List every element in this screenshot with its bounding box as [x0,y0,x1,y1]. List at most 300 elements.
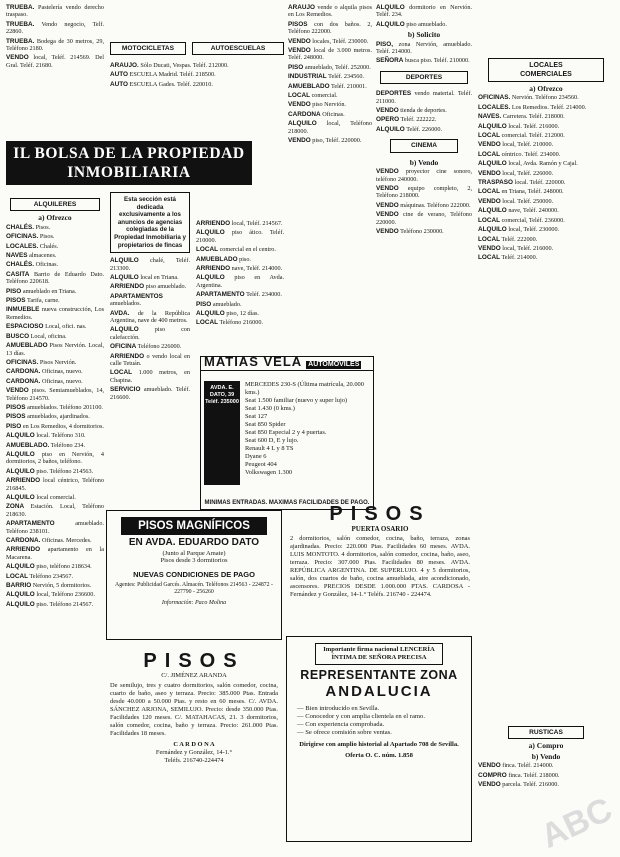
classified-item-lead: LOCAL [196,319,219,327]
classified-item [478,254,614,261]
matias-vela-line: Volkswagen 1.300 [245,469,293,476]
classified-item-lead: ALQUILO [196,310,225,318]
classified-item-text: cine de verano, Teléfono 220000. [376,211,472,226]
classified-item [110,369,190,384]
column-5 [376,4,472,237]
matias-vela-line: Seat 850 Spider [245,421,286,428]
pisos-osario-body: 2 dormitorios, salón comedor, cocina, baño, terraza, zonas ajardinadas. Precio: 220.000 Ptas. Facilidades 60 meses. AVDA. LUIS MONTOTO. 4 dormitorios, salón comedor, cocina, baño, aseo, terraza. Precio: 307.000 Ptas. Facilidades 80 meses. AVDA. REPÚBLICA ARGENTINA. DE SUPERLUJO. 4 y 5 dormitorios, salón, dos cuartos de baño, cocina amueblada, aire acondicionado, ascensores. PRECIOS DESDE 1.000.000 PTAS. CARDOSA - Fernández y González, 14-1.° Teléfs. 216740 - 224474. [290,535,470,598]
classified-item-text: local. Teléf. 216000. [506,122,560,130]
col3-listings [196,220,284,327]
classified-item-text: piso en Avda. Argentina. [196,274,284,289]
classified-item [6,271,104,286]
classified-item [6,261,104,268]
classified-item [478,160,614,167]
classified-item [478,123,614,130]
classified-item-text: Local, ofici. nas. [43,323,87,331]
classified-item-text: finca. Teléf. 218000. [506,771,560,779]
classified-item [6,54,104,69]
classified-item-text: locales, Teléf. 230000. [310,37,369,45]
classified-item-lead: BARRIO [6,582,32,590]
classified-item [478,198,614,205]
matias-vela-footer: MINIMAS ENTRADAS. MAXIMAS FACILIDADES DE PAGO. [204,500,370,506]
column-6 [478,58,614,264]
classified-item-text: local, Teléf. 216000. [500,244,554,252]
classified-item-lead: PISO, [376,40,394,48]
classified-item [6,537,104,544]
col4-listings [288,4,372,145]
classified-item-lead: ARRIENDO [6,546,41,554]
classified-item-text: piso amueblado. [404,20,447,28]
classified-item-text: amueblado en Triana. [21,287,77,295]
rusticas-compro: a) Compro [528,741,564,751]
classified-item-text: tienda de deportes. [398,107,447,115]
classified-item-lead: AUTO [110,71,128,79]
classified-item [110,386,190,401]
classified-item [478,170,614,177]
classified-item-text: local en Triana. [138,273,179,281]
classified-item [110,71,284,78]
motocicletas-header: MOTOCICLETAS [110,42,186,55]
column-2 [110,42,186,55]
classified-item [6,21,104,36]
classified-item-lead: ALQUILO [376,125,405,133]
classified-item [376,21,472,28]
column-1 [6,4,104,71]
classified-item-lead: LOCAL [478,254,501,262]
classified-item [288,92,372,99]
classified-item-text: vende o alquila pisos en Los Remedios. [288,4,372,19]
matias-vela-line: Peugeot 404 [245,461,277,468]
classified-item-text: vendo material. Teléf. 211000. [376,90,472,105]
matias-vela-line: Seat 1.500 familiar (nuevo y super lujo) [245,397,348,404]
lenceria-footer: Dirigirse con amplio historial al Apartado 708 de Sevilla. [299,741,459,748]
classified-item-text: finca. Teléf. 214000. [500,762,554,770]
pisos-osario-sub: PUERTA OSARIO [351,525,409,533]
classified-item [288,137,372,144]
lenceria-list [297,705,461,737]
classified-item-text: zona Nervión, amueblado. Teléf. 214000. [376,40,472,56]
classified-item-lead: OFICINAS. [6,358,39,366]
classified-item-text: busca piso. Teléf. 210000. [403,57,470,65]
column-2-ads [110,62,284,90]
classified-item-text: comercial. Teléf. 212000. [500,132,565,140]
classified-item-text: dormitorio en Nervión. Teléf. 234. [376,4,472,19]
col1-listings [6,224,104,608]
classified-item-lead: ARRIENDO [110,283,145,291]
classified-item-text: Pisos. [38,233,55,241]
column-4 [288,4,372,147]
classified-item-lead: OPERO [376,116,400,124]
classified-item [6,432,104,439]
classified-item-lead: ARAUJO [288,4,315,11]
pisos-mag-line5: NUEVAS CONDICIONES DE PAGO [133,570,255,579]
classified-item [196,256,284,263]
classified-item-text: de la República Argentina, nave de 400 metros. [110,309,190,324]
classified-item-text: piso Nervión. [310,101,346,109]
classified-item-lead: PISO [6,422,22,430]
classified-item [376,116,472,123]
classified-item-lead: ALQUILO [110,273,139,281]
classified-item-lead: PISO [288,63,304,71]
classified-item-lead: LOCAL [288,92,311,100]
classified-item-text: local, Teléf. 230000. [506,226,560,234]
classified-item-text: local, Avda. Ramón y Cajal. [506,160,578,168]
classified-item-lead: VENDO [478,197,501,205]
classified-item [478,226,614,233]
classified-item-lead: OFICINAS. [478,94,511,102]
classified-item-lead: ALQUILO [196,274,225,282]
classified-item-text: en Triana, Teléf. 248000. [500,188,564,196]
classified-item [6,573,104,580]
classified-item-text: almacenes. [27,252,57,260]
classified-item-text: Sólo Ducati, Vespas. Teléf. 212000. [138,62,229,69]
classified-item-text: local. Teléf. 250000. [500,197,554,205]
classified-item-lead: VENDO [376,184,399,192]
classified-item [288,73,372,80]
classified-item-lead: AMUEBLADO. [6,441,50,449]
classified-item-text: Carretera. Teléf. 218000. [501,113,565,121]
pisos-mag-line4: Pisos desde 3 dormitorios [160,557,228,564]
classified-item [376,57,472,64]
classified-item-text: Teléfono 226000. [136,343,182,351]
classified-item-lead: CARDONA [288,110,321,118]
classified-item-text: Pisos Nervión. Local, 13 días. [6,342,104,357]
classified-item [288,83,372,90]
classified-item-lead: AMUEBLADO [288,82,330,90]
classified-item-lead: APARTAMENTO [6,520,55,528]
matias-vela-title: MATIAS VELA [204,354,303,369]
classified-item [6,243,104,250]
banner-line-1: IL BOLSA DE LA PROPIEDAD [13,145,245,162]
classified-item-lead: NAVES. [478,113,502,121]
classified-item-text: Teléf. 222222. [399,116,437,124]
matias-vela-line: Dyane 6 [245,453,267,460]
classified-item [6,520,104,535]
classified-item-lead: ARAUJO. [110,62,139,69]
classified-item-text: Teléfono 216000. [218,319,264,327]
pisos-aranda-ad [106,650,282,840]
classified-item-text: amueblados. [110,300,142,308]
classified-item [6,423,104,430]
classified-item-lead: ESPACIOSO [6,323,44,331]
classified-item [6,494,104,501]
matias-vela-side [204,381,240,485]
classified-item [478,104,614,111]
classified-item-text: piso amueblado. [144,283,187,291]
classified-item-lead: VENDO [478,169,501,177]
classified-item-lead: ALQUILO [478,207,507,215]
bolsa-banner [6,141,252,185]
classified-item [6,288,104,295]
classified-item-lead: VENDO [478,244,501,252]
classified-item-text: equipo completo, 2, Teléfono 218000. [376,184,472,200]
classified-item-text: parcela. Teléf. 216000. [500,781,559,789]
classified-item-text: ESCUELA Madrid. Teléf. 218500. [128,71,216,79]
autoescuelas-header: AUTOESCUELAS [192,42,284,55]
classified-item-text: local comercial. [34,494,76,501]
matias-vela-subtitle: AUTOMOVILES [308,361,360,368]
classified-item-lead: ALQUILO [110,326,139,334]
classified-item-lead: ALQUILO [6,494,35,501]
rusticas-section [478,726,614,790]
classified-item-lead: PISOS [288,20,308,28]
classified-item-text: Teléf. 226000. [404,125,443,133]
classified-item-lead: TRASPASO [478,179,514,187]
classified-item-lead: VENDO [6,387,29,395]
classified-item [478,236,614,243]
classified-item-lead: CHALÉS. [6,261,35,269]
classified-item-text: chalé, Teléf. 213300. [110,257,190,272]
classified-item [110,310,190,325]
classified-item [376,211,472,226]
classified-item-lead: ALQUILO [478,122,507,130]
classified-item-text: amueblado. [211,300,242,308]
matias-vela-line: Seat 850 Especial 2 y 4 puertas. [245,429,327,436]
col6-listings [478,94,614,261]
classified-item-lead: PISO [196,300,212,308]
classified-item [6,477,104,492]
classified-item-text: comercial en el centro. [218,246,276,254]
classified-item-text: Los Remedios. Teléf. 214000. [510,103,587,111]
classified-item-lead: AMUEBLADO [196,255,238,263]
classified-item-text: nueva construcción, Los Remedios. [6,306,104,321]
classified-item-text: con dos baños. 2, Teléfono 222000. [288,20,372,36]
deportes-header: DEPORTES [380,71,468,84]
classified-item [110,343,190,350]
classified-item-text: amueblado, Teléf. 252000. [303,63,371,71]
col6-ofrezco-subheading: a) Ofrezco [529,84,563,93]
classified-item [6,503,104,518]
matias-vela-line: MERCEDES 230-S (Última matrícula, 20.000 kms.) [245,381,364,396]
classified-item [478,151,614,158]
classified-item-text: Teléfono 234567. [28,572,74,580]
classified-item-text: Chalés. [38,242,59,250]
classified-item-lead: INMUEBLE [6,306,40,314]
classified-item-lead: LOCAL [6,572,29,580]
classified-item [196,301,284,308]
classified-item-text: local, Teléfono 236600. [34,591,95,599]
classified-item [110,353,190,368]
lenceria-requirement: — Conocedor y con amplia clientela en el ramo. [297,713,425,720]
classified-item-lead: AUTO [110,80,128,88]
classified-item-lead: VENDO [376,211,399,219]
classified-item-lead: LOCAL [478,150,501,158]
classified-item-lead: ARRIENDO [6,477,41,485]
classified-item-text: Oficinas, nuevo. [40,368,83,376]
lenceria-code: Oferta O. C. núm. 1.858 [345,752,413,759]
classified-item-text: local céntrico, Teléfono 216845. [6,477,104,492]
classified-item-text: o vendo local en calle Tetuán. [110,352,190,368]
classified-item-lead: PISOS [6,413,26,421]
classified-item [478,217,614,224]
classified-item [6,224,104,231]
classified-item-lead: VENDO [288,101,311,109]
classified-item [6,387,104,402]
classified-item [288,120,372,135]
matias-vela-line: Seat 127 [245,413,268,420]
classified-item [196,220,284,227]
classified-item-text: Vendo negocio, Telf. 22860. [6,20,104,36]
classified-item-text: amueblado. Teléf. 216600. [110,386,190,401]
locales-comerciales-header: LOCALES COMERCIALES [488,58,604,82]
pisos-aranda-contact-2: Fernández y González, 14-1.° [155,749,233,756]
classified-item [478,207,614,214]
classified-item-text: 1.000 metros, en Chapina. [110,369,190,384]
classified-item-lead: ALQUILO [6,467,35,475]
classified-item [6,546,104,561]
classified-item [6,468,104,475]
classified-item-lead: PISO [6,287,22,295]
lenceria-requirement: — Se ofrece comisión sobre ventas. [297,729,392,736]
pisos-aranda-contact-3: Teléfs. 216740-224474 [164,757,224,764]
classified-item-lead: PISOS [6,297,26,305]
classified-item-lead: TRUEBA. [6,20,35,28]
classified-item-text: Bodega de 30 metros, 29, Teléfono 2180. [6,37,104,53]
lenceria-pre: Importante firma nacional LENCERÍA ÍNTIMA DE SEÑORA PRECISA [315,643,443,665]
pisos-osario-title: PISOS [329,503,431,525]
column-1-lower [6,190,104,610]
classified-item [478,245,614,252]
classified-item [6,233,104,240]
classified-item [288,47,372,62]
classified-item-text: pisos. Semiamueblados, 14, Teléfono 214570. [6,387,104,402]
classified-item-text: piso. Teléfono 214563. [34,467,94,475]
classified-item [196,229,284,244]
classified-item-text: Estación. Local, Teléfono 218630. [6,503,104,518]
classified-item [478,781,614,788]
classified-item-lead: PISOS [6,403,26,411]
classified-item [376,4,472,19]
classified-item-lead: ALQUILO [478,160,507,168]
banner-line-2: INMOBILIARIA [67,164,191,181]
rusticas-vendo: b) Vendo [531,751,561,761]
classified-item [288,4,372,19]
classified-item-lead: BUSCO [6,332,30,340]
classified-item-lead: VENDO [478,762,501,770]
classified-item [6,359,104,366]
classified-item-lead: ALQUILO [288,120,317,128]
classified-item-text: Oficinas. [320,110,345,118]
notice-box: Esta sección está dedicada exclusivamente a los anuncios de agencias colegiadas de la Propiedad Inmobiliaria y propietarios de fincas [110,192,190,253]
classified-item-lead: DEPORTES [376,90,412,98]
classified-item-lead: LOCAL [478,216,501,224]
classified-item [478,179,614,186]
classified-item-lead: VENDO [478,781,501,789]
matias-vela-line: Renault 4 L y 8 TS [245,445,294,452]
classified-item [478,132,614,139]
pisos-aranda-contact-1: C A R D O N A [173,741,215,748]
classified-item [196,291,284,298]
classified-item [110,326,190,341]
classified-item-lead: AVDA. [110,309,130,317]
classified-item-lead: APARTAMENTOS [110,292,163,300]
classified-item-lead: VENDO [288,47,311,55]
classified-item-text: Teléf. 210001. [329,82,367,90]
classified-item-lead: ALQUILO [376,4,405,11]
classified-item [478,113,614,120]
classified-item-text: local, Teléf. 226000. [500,169,554,177]
classified-item-lead: ALQUILO [6,432,35,440]
pisos-mag-line7: Información: Paco Molina [161,600,227,606]
pisos-aranda-sub: C/. JIMÉNEZ ARANDA [161,672,227,679]
classified-item-lead: SERVICIO [110,386,141,394]
classified-item-lead: LOCAL [478,132,501,140]
vendo-subheading: b) Vendo [409,157,439,167]
classified-item-text: Local, oficina. [29,332,67,340]
classified-item-text: comercial, Teléf. 236000. [500,216,565,224]
ofrezco-subheading: a) Ofrezco [38,213,72,223]
classified-item [376,202,472,209]
classified-item-text: Teléfono 230000. [398,227,444,235]
classified-item-text: ESCUELA Gades. Teléf. 220010. [128,80,213,88]
classified-item [6,342,104,357]
classified-item-lead: VENDO [376,201,399,209]
pisos-mag-title: PISOS MAGNÍFICOS [138,520,250,532]
classified-item-text: Teléf. 234000. [244,291,282,299]
classified-item-text: nave, Teléf. 214000. [230,265,283,273]
classified-item [6,378,104,385]
classified-item-lead: ARRIENDO [196,220,231,227]
matias-side-text: AVDA. E. DATO, 39 Teléf. 235000 [205,385,239,405]
classified-item-lead: LOCAL [196,246,219,254]
classified-item [478,141,614,148]
classified-item-text: amueblados, ajardinados. [25,413,90,421]
classified-item [6,306,104,321]
classified-item-text: amueblados. Teléfono 201100. [25,403,103,411]
classified-item [6,563,104,570]
column-2-lower [110,192,190,403]
classified-item [478,762,614,769]
classified-item [376,107,472,114]
classified-item-text: local, Teléf. 214567. [230,220,283,227]
classified-item [110,81,284,88]
classified-item [288,111,372,118]
classified-item [6,451,104,466]
classified-item-lead: ALQUILO [6,591,35,599]
classified-item-text: proyector cine sonoro, teléfono 240000. [376,168,472,183]
classified-item-text: piso. Teléfono 214567. [34,600,94,608]
classified-item-lead: LOCAL [110,369,133,377]
solicito-subheading: b) Solicito [407,30,441,40]
classified-item [110,274,190,281]
classified-item-lead: CARDONA. [6,377,41,385]
classified-item [6,297,104,304]
classified-item [6,601,104,608]
matias-vela-title-bar [201,354,373,371]
classified-item-text: piso, teléfono 218634. [34,563,92,571]
matias-vela-line: Seat 600 D, E y lujo. [245,437,299,444]
classified-item-text: piso. [237,255,251,263]
classified-item-text: Pisos. [34,223,51,231]
classified-item-lead: CHALÉS. [6,223,35,231]
classified-item-text: Pastelería vendo derecho traspaso. [6,4,104,19]
classified-item-text: en Los Remedios, 4 dormitorios. [21,422,104,430]
lenceria-big-2: ANDALUCIA [325,683,433,700]
classified-item-lead: ALQUILO [6,450,35,458]
classified-item [196,265,284,272]
classified-item-text: local, Teléfono 218000. [288,120,372,135]
classified-item-lead: ALQUILO [376,20,405,28]
classified-item-lead: OFICINA [110,343,137,351]
classified-item-lead: VENDO [288,37,311,45]
classified-item-text: local, Teléf. 214569. Del Gral. Teléf. 21680. [6,54,104,69]
classified-item-lead: VENDO [478,141,501,149]
classified-item-text: Teléfono 234. [49,441,86,449]
classified-item [288,64,372,71]
classified-item [6,582,104,589]
classified-item-lead: VENDO [376,168,399,176]
classified-item [196,246,284,253]
